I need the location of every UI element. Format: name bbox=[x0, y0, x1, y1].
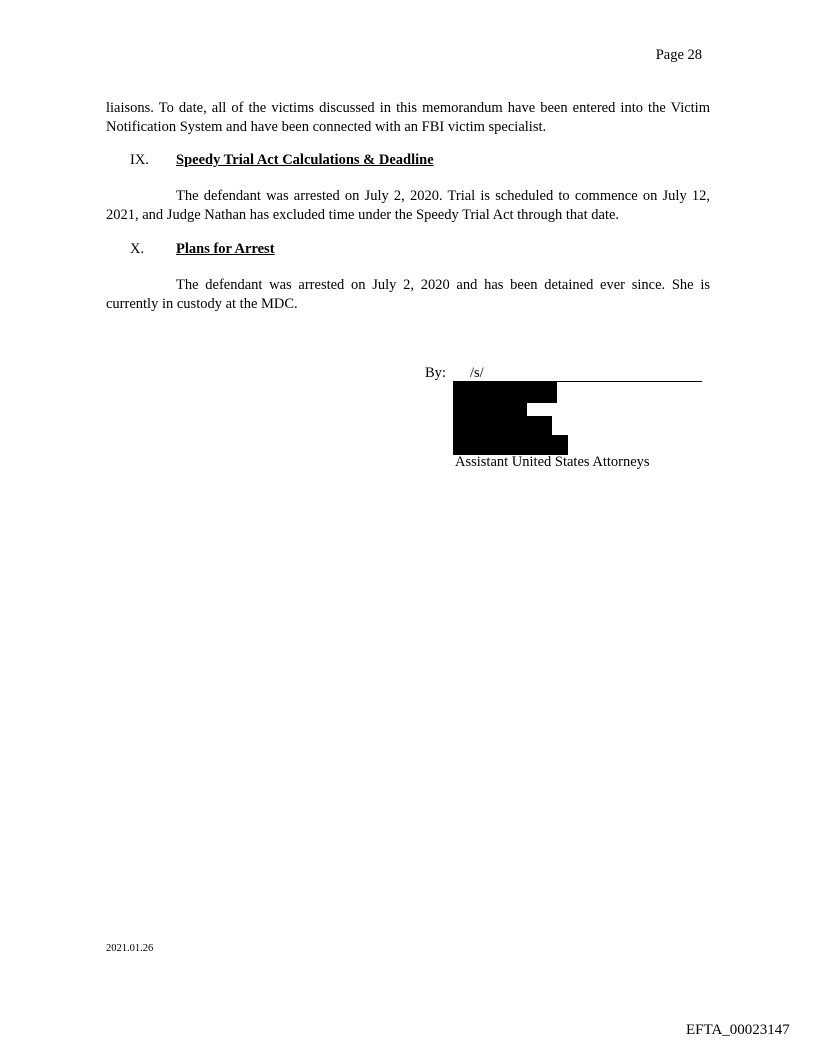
redaction-block bbox=[453, 382, 557, 403]
section-x-paragraph: The defendant was arrested on July 2, 2020 and has been detained ever since. She is currently in custody at the MDC. bbox=[106, 277, 710, 312]
section-numeral: IX. bbox=[130, 152, 149, 168]
redaction-block bbox=[453, 416, 552, 435]
redaction-block bbox=[453, 403, 527, 416]
signature-by-label: By: bbox=[425, 365, 446, 381]
bates-number: EFTA_00023147 bbox=[686, 1022, 790, 1038]
signature-text: /s/ bbox=[470, 365, 484, 381]
section-ix-paragraph: The defendant was arrested on July 2, 2020. Trial is scheduled to commence on July 12, 2021, and Judge Nathan has excluded time under the Speedy Trial Act through that date. bbox=[106, 188, 710, 223]
section-numeral: X. bbox=[130, 241, 145, 257]
signature-role: Assistant United States Attorneys bbox=[455, 454, 650, 470]
section-heading-ix bbox=[130, 151, 434, 170]
footer-date: 2021.01.26 bbox=[106, 943, 154, 954]
redaction-block bbox=[453, 435, 568, 455]
page-number: Page 28 bbox=[655, 47, 702, 63]
section-heading-x bbox=[130, 240, 275, 259]
intro-paragraph: liaisons. To date, all of the victims discussed in this memorandum have been entered into the Victim Notification System and have been connected with an FBI victim specialist. bbox=[106, 100, 710, 135]
section-title: Plans for Arrest bbox=[176, 241, 275, 257]
section-title: Speedy Trial Act Calculations & Deadline bbox=[176, 152, 434, 168]
